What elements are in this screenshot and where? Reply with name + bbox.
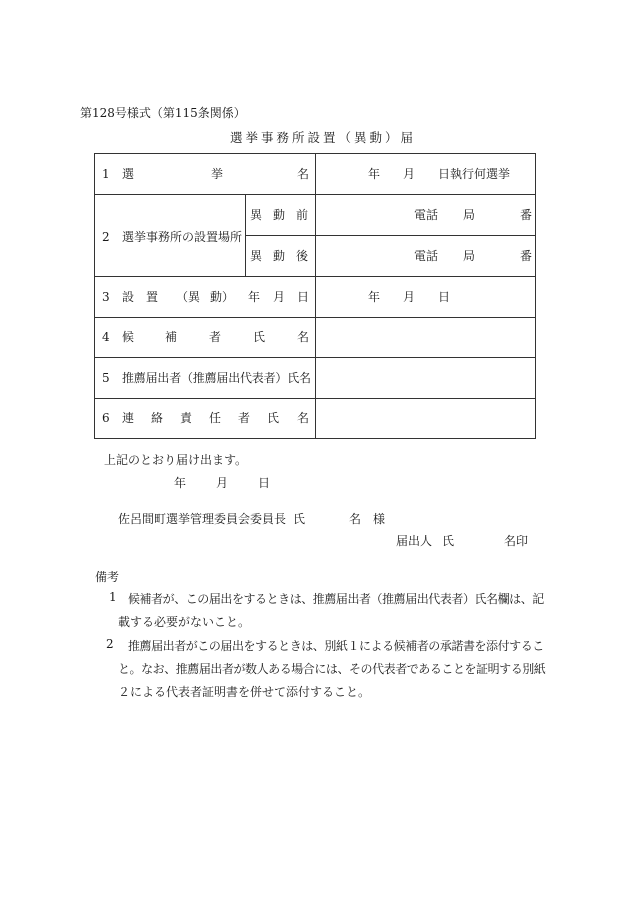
column-divider bbox=[315, 153, 316, 439]
row6-label-3: 責 bbox=[180, 411, 193, 425]
row2-after-label: 異 動 後 bbox=[250, 249, 308, 263]
row3-label-change-a: （異 bbox=[176, 290, 201, 304]
row3-value-month: 月 bbox=[403, 290, 416, 304]
row3-label-day: 日 bbox=[297, 290, 310, 304]
row1-value-year: 年 bbox=[368, 167, 381, 181]
addressee-title: 佐呂間町選挙管理委員会委員長 bbox=[118, 512, 287, 526]
note-2-line-2: と。なお、推薦届出者が数人ある場合には、その代表者であることを証明する別紙 bbox=[118, 662, 546, 676]
row5-label: 推薦届出者（推薦届出代表者）氏名 bbox=[122, 371, 311, 385]
row4-label-2: 補 bbox=[165, 330, 178, 344]
notes-heading: 備考 bbox=[95, 570, 120, 584]
row3-value-year: 年 bbox=[368, 290, 381, 304]
date-day: 日 bbox=[258, 476, 271, 490]
row6-label-6: 氏 bbox=[267, 411, 280, 425]
row2-after-exchange: 局 bbox=[463, 249, 476, 263]
note-1-line-2: 載する必要がないこと。 bbox=[118, 615, 251, 629]
row1-label-a: 選 bbox=[122, 167, 135, 181]
note-2-line-1: 推薦届出者がこの届出をするときは、別紙１による候補者の承諾書を添付するこ bbox=[128, 639, 544, 653]
note-2-number: 2 bbox=[106, 637, 114, 651]
row2-after-tel: 電話 bbox=[414, 249, 439, 263]
row2-before-label: 異 動 前 bbox=[250, 208, 308, 222]
note-2-line-3: ２による代表者証明書を併せて添付すること。 bbox=[118, 685, 371, 699]
row6-label-2: 絡 bbox=[151, 411, 164, 425]
row1-label-b: 挙 bbox=[211, 167, 224, 181]
row4-number: 4 bbox=[102, 330, 110, 344]
row1-value-election: 日執行何選挙 bbox=[438, 167, 511, 181]
row6-number: 6 bbox=[102, 411, 110, 425]
row3-label-year: 年 bbox=[248, 290, 261, 304]
note-1-number: 1 bbox=[109, 590, 117, 604]
row3-label-set: 設 bbox=[122, 290, 135, 304]
row6-label-7: 名 bbox=[297, 411, 310, 425]
submitter-shi: 氏 bbox=[442, 534, 455, 548]
row2-label: 選挙事務所の設置場所 bbox=[122, 230, 243, 244]
row6-label-1: 連 bbox=[122, 411, 135, 425]
row3-value-day: 日 bbox=[438, 290, 451, 304]
form-title: 選挙事務所設置（異動）届 bbox=[230, 130, 417, 145]
statement-text: 上記のとおり届け出ます。 bbox=[104, 453, 248, 467]
row-divider bbox=[245, 235, 536, 236]
row4-label-4: 氏 bbox=[253, 330, 266, 344]
submitter-mei-seal: 名印 bbox=[504, 534, 529, 548]
note-1-line-1: 候補者が、この届出をするときは、推薦届出者（推薦届出代表者）氏名欄は、記 bbox=[128, 592, 544, 606]
row1-number: 1 bbox=[102, 167, 110, 181]
addressee-sama: 様 bbox=[373, 512, 386, 526]
row3-label-month: 月 bbox=[273, 290, 286, 304]
row2-after-number: 番 bbox=[520, 249, 533, 263]
form-reference: 第128号様式（第115条関係） bbox=[80, 106, 246, 120]
date-month: 月 bbox=[216, 476, 229, 490]
row6-label-5: 者 bbox=[238, 411, 251, 425]
date-year: 年 bbox=[174, 476, 187, 490]
column-divider bbox=[245, 194, 246, 276]
row1-value-month: 月 bbox=[403, 167, 416, 181]
row2-number: 2 bbox=[102, 230, 110, 244]
row4-label-3: 者 bbox=[209, 330, 222, 344]
row5-number: 5 bbox=[102, 371, 110, 385]
row4-label-5: 名 bbox=[297, 330, 310, 344]
row4-label-1: 候 bbox=[122, 330, 135, 344]
row3-label-change-b: 動） bbox=[210, 290, 235, 304]
row6-label-4: 任 bbox=[209, 411, 222, 425]
submitter-label: 届出人 bbox=[396, 534, 433, 548]
row2-before-number: 番 bbox=[520, 208, 533, 222]
row3-label-place: 置 bbox=[146, 290, 159, 304]
row3-number: 3 bbox=[102, 290, 110, 304]
addressee-shi: 氏 bbox=[293, 512, 306, 526]
addressee-mei: 名 bbox=[349, 512, 362, 526]
row2-before-tel: 電話 bbox=[414, 208, 439, 222]
row1-label-c: 名 bbox=[297, 167, 310, 181]
row2-before-exchange: 局 bbox=[463, 208, 476, 222]
